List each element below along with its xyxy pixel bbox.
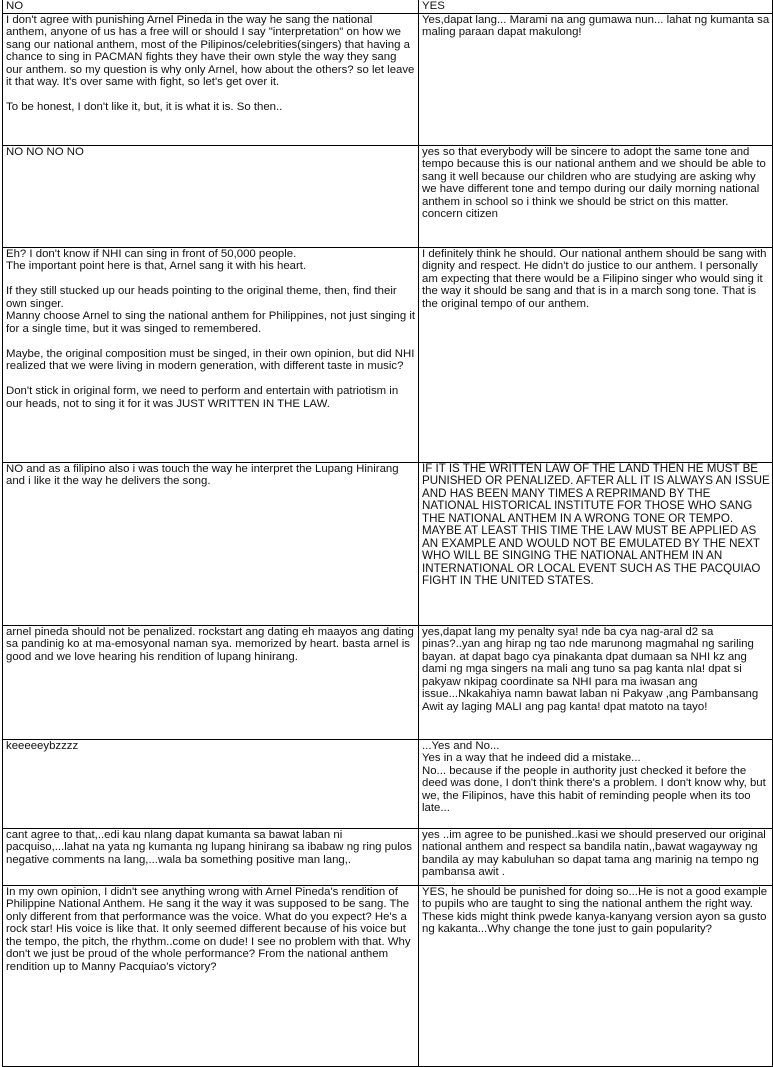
column-header-yes[interactable] bbox=[419, 0, 773, 13]
yes-cell[interactable] bbox=[419, 462, 773, 625]
yes-comment: IF IT IS THE WRITTEN LAW OF THE LAND THEN HE MUST BE PUNISHED OR PENALIZED. AFTER ALL IT IS ALWAYS AN ISSUE AND HAS BEEN MANY TIMES A REPRIMAND BY THE NATIONAL HISTORICAL INSTITUTE FOR THOSE WHO SANG THE NATIONAL ANTHEM IN A WRONG TONE OR TEMPO. MAYBE AT LEAST THIS TIME THE LAW MUST BE APPLIED AS AN EXAMPLE AND WOULD NOT BE EMULATED BY THE NEXT WHO WILL BE SINGING THE NATIONAL ANTHEM IN AN INTERNATIONAL OR LOCAL EVENT SUCH AS THE PACQUIAO FIGHT IN THE UNITED STATES. bbox=[422, 461, 773, 587]
yes-cell[interactable] bbox=[419, 739, 773, 828]
no-cell[interactable] bbox=[3, 462, 419, 625]
yes-comment: Yes,dapat lang... Marami na ang gumawa nun... lahat ng kumanta sa maling paraan dapat makulong! bbox=[422, 13, 773, 38]
yes-comment: yes so that everybody will be sincere to adopt the same tone and tempo because this is our national anthem and we should be able to sang it well because our children who are studying are asking why we have different tone and tempo during our daily morning national anthem in school so i think we should be strict on this matter. concern citizen bbox=[422, 145, 766, 220]
yes-cell[interactable] bbox=[419, 625, 773, 739]
table-row bbox=[3, 462, 773, 625]
no-comment: NO NO NO NO bbox=[6, 145, 84, 158]
column-header-no-label: NO bbox=[6, 0, 24, 12]
yes-cell[interactable] bbox=[419, 145, 773, 247]
no-cell[interactable] bbox=[3, 885, 419, 1066]
header-row bbox=[3, 0, 773, 13]
table-row bbox=[3, 13, 773, 145]
column-header-yes-label: YES bbox=[422, 0, 445, 12]
no-cell[interactable] bbox=[3, 13, 419, 145]
no-comment: In my own opinion, I didn't see anything wrong with Arnel Pineda's rendition of Philippine National Anthem. He sang it the way it was supposed to be sang. The only different from that performance was the voice. What do you expect? He's a rock star! His voice is like that. It only seemed different because of his voice but the tempo, the pitch, the rhythm..come on dude! I see no problem with that. Why don't we just be proud of the whole performance? From the national anthem rendition up to Manny Pacquiao's victory? bbox=[6, 885, 414, 973]
no-comment: I don't agree with punishing Arnel Pineda in the way he sang the national anthem, anyone of us has a free will or should I say "interpretation" on how we sang our national anthem, most of the Pilipinos/celebrities(singers) that having a chance to sing in PACMAN fights they have their own style the way they sang our anthem. so my question is why only Arnel, how about the others? so let leave it that way. It's over same with fight, so let's get over it. To be honest, I don't like it, but, it is what it is. So then.. bbox=[6, 13, 415, 113]
no-cell[interactable] bbox=[3, 739, 419, 828]
no-comment: NO and as a filipino also i was touch the way he interpret the Lupang Hinirang and i like it the way he delivers the song. bbox=[6, 462, 402, 487]
yes-comment: yes,dapat lang my penalty sya! nde ba cya nag-aral d2 sa pinas?..yan ang hirap ng tao nde marunong magmahal ng sariling bayan. at dapat bago cya pinakanta dpat dumaan sa NHI kz ang dami ng mga singers na mali ang tuno sa pag kanta nla! dpat si pakyaw nkipag coordinate sa NHI para ma iwasan ang issue...Nkakahiya namn bawat laban ni Pakyaw ,ang Pambansang Awit ay laging MALI ang pag kanta! dpat matoto na tayo! bbox=[422, 625, 761, 713]
yes-comment: YES, he should be punished for doing so...He is not a good example to pupils who are taught to sing the national anthem the right way. These kids might think pwede kanya-kanyang version ayon sa gusto ng kakanta...Why change the tone just to gain popularity? bbox=[422, 885, 771, 935]
no-comment: Eh? I don't know if NHI can sing in front of 50,000 people. The important point here is that, Arnel sang it with his heart. If they still stucked up our heads pointing to the original theme, then, find their own singer. Manny choose Arnel to sing the national anthem for Philippines, not just singing it for a single time, but it was singed to remembered. Maybe, the original composition must be singed, in their own opinion, but did NHI realized that we were living in modern generation, with different taste in music? Don't stick in original form, we need to perform and entertain with patriotism in our heads, not to sing it for it was JUST WRITTEN IN THE LAW. bbox=[6, 247, 416, 410]
table-row bbox=[3, 739, 773, 828]
no-cell[interactable] bbox=[3, 247, 419, 462]
yes-comment: yes ..im agree to be punished..kasi we should preserved our original national anthem and respect sa bandila natin,,bawat wagayway ng bandila ay may kabuluhan so dapat tama ang marinig na tempo ng pambansa awit . bbox=[422, 828, 769, 878]
no-comment: keeeeeybzzzz bbox=[6, 739, 79, 752]
no-cell[interactable] bbox=[3, 145, 419, 247]
comments-table bbox=[2, 0, 773, 1067]
table-row bbox=[3, 625, 773, 739]
column-header-no[interactable] bbox=[3, 0, 419, 13]
no-cell[interactable] bbox=[3, 625, 419, 739]
yes-comment: I definitely think he should. Our national anthem should be sang with dignity and respect. He didn't do justice to our anthem. I personally am expecting that there would be a Filipino singer who would sing it the way it should be sang and that is in a march song tone. That is the original tempo of our anthem. bbox=[422, 247, 770, 310]
yes-cell[interactable] bbox=[419, 13, 773, 145]
yes-comment: ...Yes and No... Yes in a way that he indeed did a mistake... No... because if the people in authority just checked it before the deed was done, I don't think there's a problem. I don't know why, but we, the Filipinos, have this habit of reminding people when its too late... bbox=[422, 739, 766, 814]
yes-cell[interactable] bbox=[419, 247, 773, 462]
table-row bbox=[3, 145, 773, 247]
table-row bbox=[3, 828, 773, 885]
yes-cell[interactable] bbox=[419, 885, 773, 1066]
table-row bbox=[3, 247, 773, 462]
yes-cell[interactable] bbox=[419, 828, 773, 885]
table-row bbox=[3, 885, 773, 1066]
no-comment: arnel pineda should not be penalized. rockstart ang dating eh maayos ang dating sa pandinig ko at ma-emosyonal naman sya. memorized by heart. basta arnel is good and we love hearing his rendition of lupang hinirang. bbox=[6, 625, 417, 663]
no-comment: cant agree to that,..edi kau nlang dapat kumanta sa bawat laban ni pacquiso,...lahat na yata ng kumanta ng lupang hinirang sa ibabaw ng ring pulos negative comments na lang,...wala ba something positive man lang,. bbox=[6, 828, 416, 866]
no-cell[interactable] bbox=[3, 828, 419, 885]
